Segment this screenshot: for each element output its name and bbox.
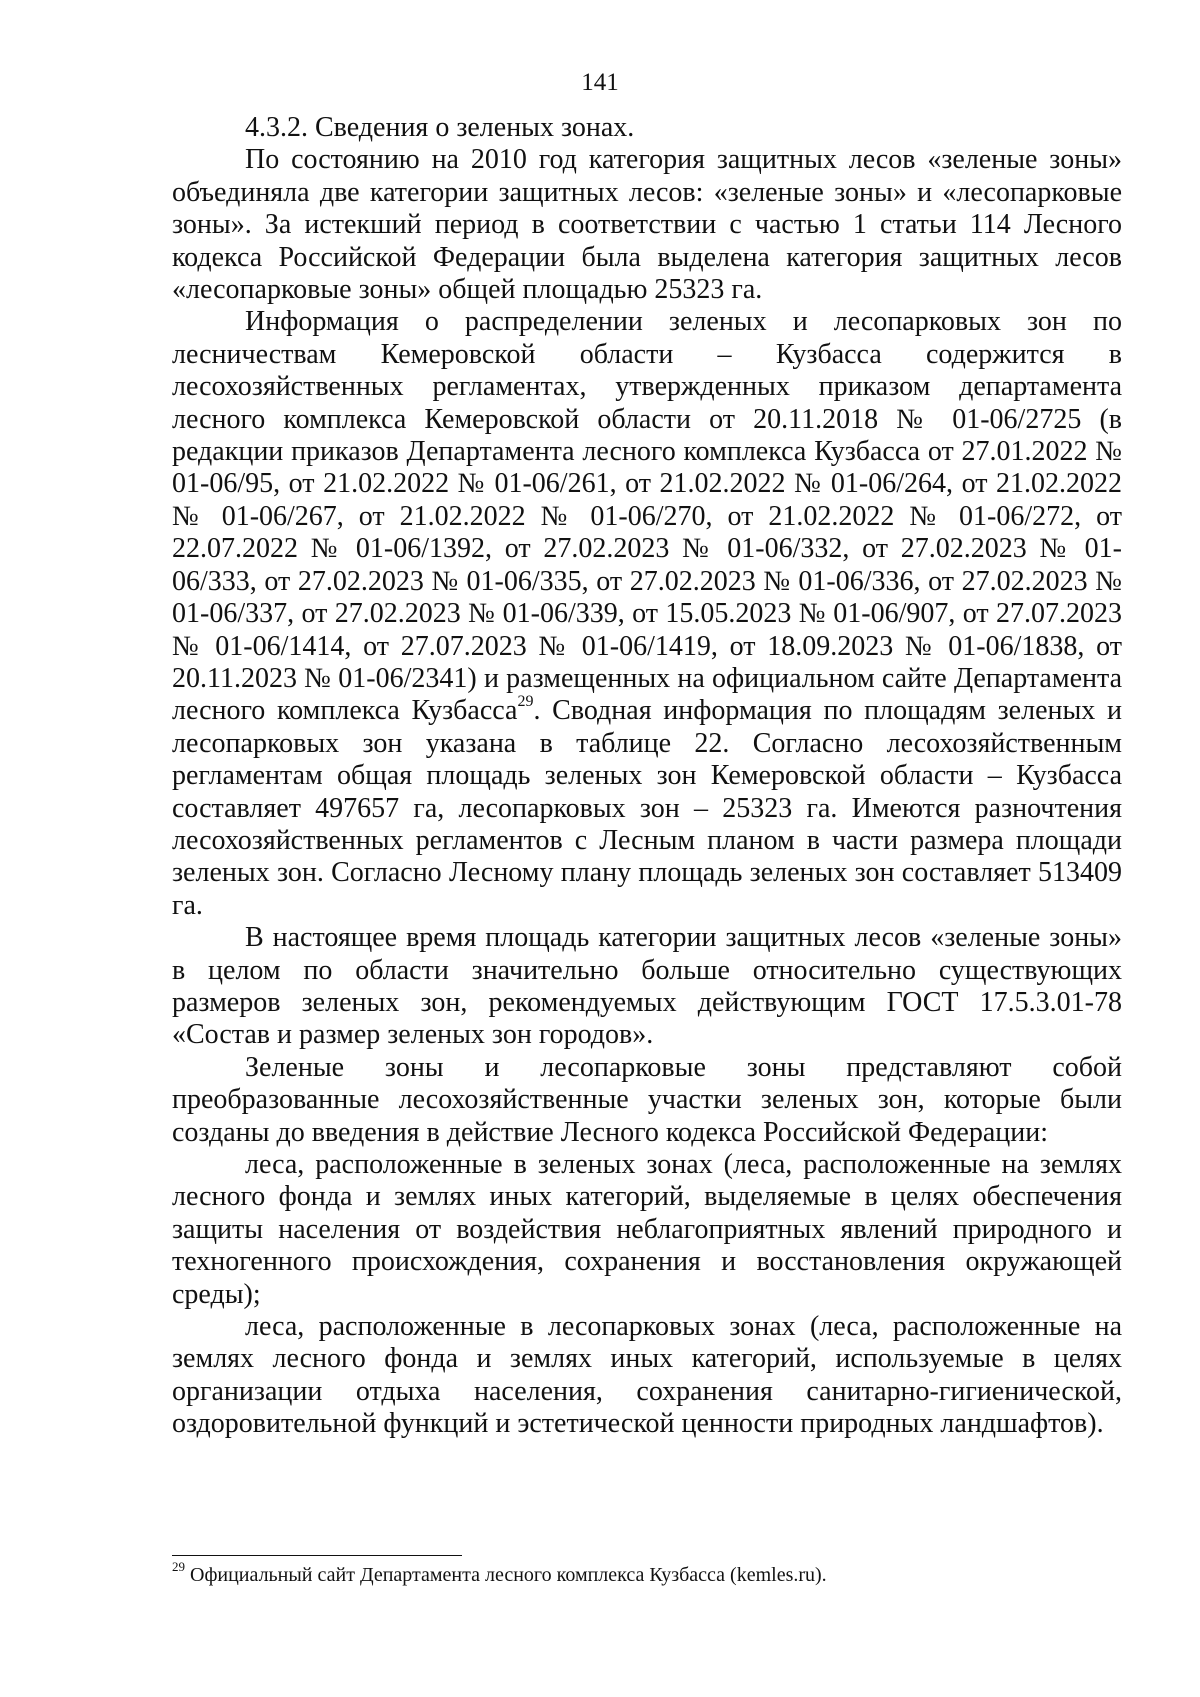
list-item-green-zone-forests: леса, расположенные в зеленых зонах (леса, расположенные на землях лесного фонда и землях иных категорий, выделяемые в целях обеспечения защиты населения от воздействия неблагоприятных явлений природного и техногенного происхождения, сохранения и восстановления окружающей среды); — [172, 1149, 1122, 1310]
footnote-number: 29 — [172, 1559, 185, 1575]
section-heading: 4.3.2. Сведения о зеленых зонах. — [245, 112, 635, 143]
paragraph-current-area: В настоящее время площадь категории защитных лесов «зеленые зоны» в целом по области значительно больше относительно существующих размеров зеленых зон, рекомендуемых действующим ГОСТ 17.5.3.01-78 «Состав и размер зеленых зон городов». — [172, 922, 1122, 1051]
page-number: 141 — [581, 69, 619, 96]
footnote-divider — [172, 1555, 462, 1556]
paragraph-zones-definition: Зеленые зоны и лесопарковые зоны представляют собой преобразованные лесохозяйственные участки зеленых зон, которые были созданы до введения в действие Лесного кодекса Российской Федерации: — [172, 1051, 1122, 1148]
paragraph-distribution-continuation: . Сводная информация по площадям зеленых и лесопарковых зон указана в таблице 22. Согласно лесохозяйственным регламентам общая площадь зеленых зон Кемеровской области – Кузбасса составляет 497657 га, лесопарковых зон – 25323 га. Имеются разночтения лесохозяйственных регламентов с Лесным планом в части размера площади зеленых зон. Согласно Лесному плану площадь зеленых зон составляет 513409 га. — [172, 695, 1122, 921]
paragraph-distribution-info — [172, 306, 1122, 922]
paragraph-green-zones-history: По состоянию на 2010 год категория защитных лесов «зеленые зоны» объединяла две категории защитных лесов: «зеленые зоны» и «лесопарковые зоны». За истекший период в соответствии с частью 1 статьи 114 Лесного кодекса Российской Федерации была выделена категория защитных лесов «лесопарковые зоны» общей площадью 25323 га. — [172, 144, 1122, 306]
list-item-forest-park-forests: леса, расположенные в лесопарковых зонах (леса, расположенные на землях лесного фонда и землях иных категорий, используемые в целях организации отдыха населения, сохранения санитарно-гигиенической, оздоровительной функций и эстетической ценности природных ландшафтов). — [172, 1311, 1122, 1440]
paragraph-distribution-text: Информация о распределении зеленых и лесопарковых зон по лесничествам Кемеровской области – Кузбасса содержится в лесохозяйственных регламентах, утвержденных приказом департамента лесного комплекса Кемеровской области от 20.11.2018 № 01-06/2725 (в редакции приказов Департамента лесного комплекса Кузбасса от 27.01.2022 № 01-06/95, от 21.02.2022 № 01-06/261, от 21.02.2022 № 01-06/264, от 21.02.2022 № 01-06/267, от 21.02.2022 № 01-06/270, от 21.02.2022 № 01-06/272, от 22.07.2022 № 01-06/1392, от 27.02.2023 № 01-06/332, от 27.02.2023 № 01-06/333, от 27.02.2023 № 01-06/335, от 27.02.2023 № 01-06/336, от 27.02.2023 № 01-06/337, от 27.02.2023 № 01-06/339, от 15.05.2023 № 01-06/907, от 27.07.2023 № 01-06/1414, от 27.07.2023 № 01-06/1419, от 18.09.2023 № 01-06/1838, от 20.11.2023 № 01-06/2341) и размещенных на официальном сайте Департамента лесного комплекса Кузбасса — [172, 306, 1122, 727]
footnote-reference: 29 — [517, 692, 534, 710]
document-body — [172, 112, 1122, 1441]
footnote — [172, 1559, 1122, 1588]
footnote-text: Официальный сайт Департамента лесного комплекса Кузбасса (kemles.ru). — [185, 1564, 827, 1586]
